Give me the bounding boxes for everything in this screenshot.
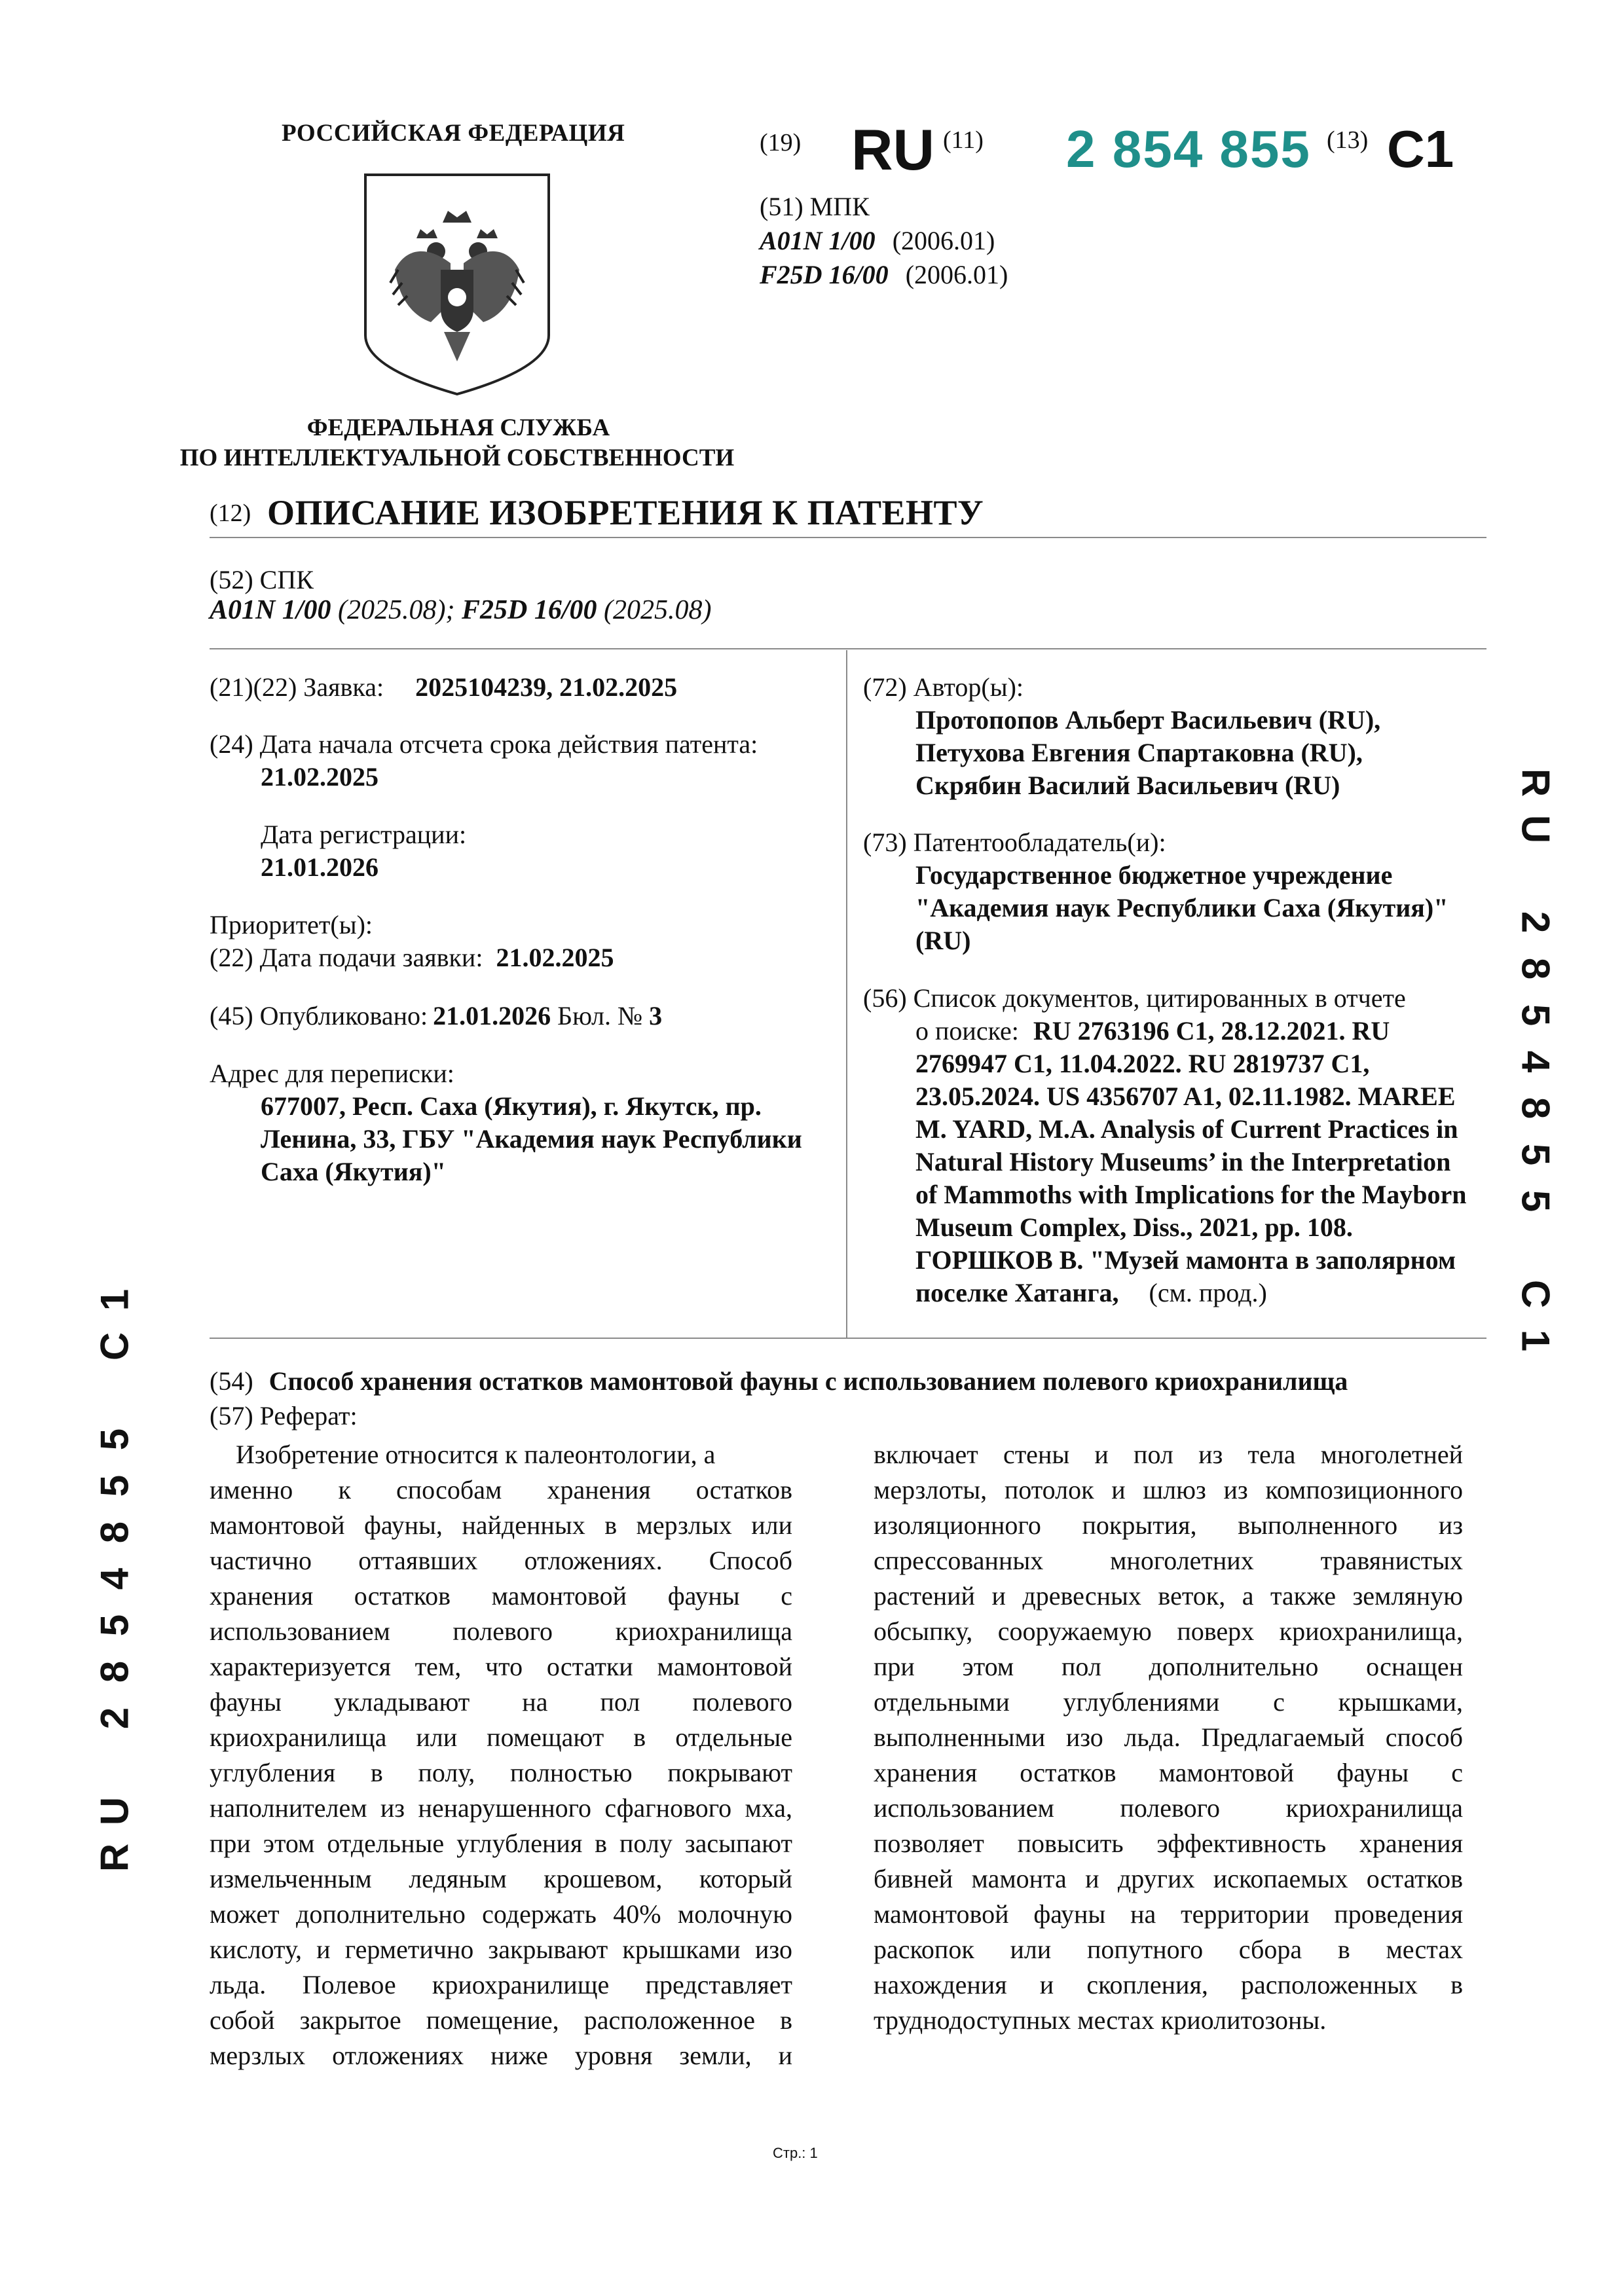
spk-code: F25D 16/00: [461, 595, 597, 625]
spk-version: (2025.08): [597, 595, 712, 625]
author: Скрябин Василий Васильевич (RU): [915, 771, 1340, 800]
cited-line: 2769947 C1, 11.04.2022. RU 2819737 C1,: [915, 1049, 1370, 1078]
divider: [210, 537, 1486, 538]
abstract-line: раскопок или попутного сбора в местах: [874, 1935, 1463, 1964]
author: Протопопов Альберт Васильевич (RU),: [915, 705, 1381, 735]
patent-number: 2 854 855: [1066, 120, 1311, 178]
abstract-line: выполненными изо льда. Предлагаемый способ: [874, 1722, 1463, 1752]
invention-name-row: [210, 1365, 1348, 1398]
abstract-line: именно к способам хранения остатков: [210, 1475, 792, 1504]
abstract-line: растений и древесных веток, а также земляную: [874, 1581, 1463, 1611]
owner-line: Государственное бюджетное учреждение: [915, 860, 1393, 890]
abstract-line: мамонтовой фауны на территории проведения: [874, 1899, 1463, 1929]
cited-text: поселке Хатанга,: [915, 1278, 1119, 1307]
agency-name: ПО ИНТЕЛЛЕКТУАЛЬНОЙ СОБСТВЕННОСТИ: [179, 445, 735, 471]
country-name: РОССИЙСКАЯ ФЕДЕРАЦИЯ: [282, 120, 625, 147]
address-line: 677007, Респ. Саха (Якутия), г. Якутск, пр.: [261, 1091, 762, 1121]
abstract-line: при этом отдельные углубления в полу засыпают: [210, 1829, 792, 1858]
document-title: ОПИСАНИЕ ИЗОБРЕТЕНИЯ К ПАТЕНТУ: [267, 493, 984, 532]
abstract-line: включает стены и пол из тела многолетней: [874, 1440, 1463, 1469]
abstract-line: бивней мамонта и других ископаемых остатков: [874, 1864, 1463, 1893]
abstract-line: Изобретение относится к палеонтологии, а: [210, 1440, 716, 1469]
spk-version: (2025.08);: [331, 595, 462, 625]
cited-line: [915, 1277, 1267, 1309]
cited-line: of Mammoths with Implications for the Mayborn: [915, 1180, 1467, 1209]
cited-line: [915, 1015, 1390, 1048]
abstract-line: использованием полевого криохранилища: [210, 1616, 792, 1646]
continued-note: (см. прод.): [1149, 1278, 1267, 1307]
priority-label: Приоритет(ы):: [210, 910, 373, 939]
registration-value: 21.01.2026: [261, 852, 378, 882]
owner-line: "Академия наук Республики Саха (Якутия)": [915, 893, 1449, 922]
spk-code: A01N 1/00: [210, 595, 331, 625]
abstract-line: труднодоступных местах криолитозоны.: [874, 2005, 1327, 2035]
mpk-code: F25D 16/00: [760, 260, 889, 289]
column-divider: [846, 650, 847, 1338]
abstract-line: собой закрытое помещение, расположенное в: [210, 2005, 792, 2035]
inid-code-11: (11): [943, 126, 984, 154]
published-value: 21.01.2026: [433, 1001, 551, 1030]
divider: [210, 1338, 1486, 1339]
mpk-version: (2006.01): [892, 226, 995, 255]
abstract-line: спрессованных многолетних травянистых: [874, 1546, 1463, 1575]
inid-code-54: (54): [210, 1366, 253, 1396]
filing-row: [210, 941, 614, 974]
cited-line: M. YARD, M.A. Analysis of Current Practices in: [915, 1114, 1458, 1144]
owner-label: (73) Патентообладатель(и):: [863, 828, 1166, 857]
abstract-line: кислоту, и герметично закрывают крышками изо: [210, 1935, 792, 1964]
published-row: [210, 1000, 662, 1032]
mpk-entry: [760, 225, 995, 256]
abstract-line: характеризуется тем, что остатки мамонтовой: [210, 1652, 792, 1681]
application-label: (21)(22) Заявка:: [210, 672, 384, 702]
mpk-entry: [760, 259, 1008, 290]
abstract-line: измельченным ледяным крошевом, который: [210, 1864, 792, 1893]
country-code: RU: [851, 117, 935, 182]
inid-code-13: (13): [1327, 126, 1369, 154]
abstract-line: льда. Полевое криохранилище представляет: [210, 1970, 792, 1999]
address-label: Адрес для переписки:: [210, 1059, 454, 1088]
term-start-label: (24) Дата начала отсчета срока действия патента:: [210, 729, 758, 759]
published-label: (45) Опубликовано:: [210, 1001, 428, 1030]
application-row: [210, 671, 677, 704]
abstract-line: наполнителем из ненарушенного сфагнового мха,: [210, 1793, 792, 1823]
cited-line: 23.05.2024. US 4356707 A1, 02.11.1982. MAREE: [915, 1082, 1456, 1111]
abstract-left-column: [210, 1437, 792, 2073]
inid-code-12: (12): [210, 500, 251, 527]
abstract-line: хранения остатков мамонтовой фауны с: [210, 1581, 792, 1611]
bulletin-label: Бюл. №: [551, 1001, 650, 1030]
abstract-line: нахождения и скопления, расположенных в: [874, 1970, 1463, 1999]
authors-label: (72) Автор(ы):: [863, 672, 1024, 702]
filing-value: 21.02.2025: [496, 943, 614, 972]
abstract-line: использованием полевого криохранилища: [874, 1793, 1463, 1823]
side-patent-code: 1 C 5 5 8 4 5 8 2 U R: [92, 1288, 137, 1872]
abstract-line: отдельными углублениями с крышками,: [874, 1687, 1463, 1717]
mpk-version: (2006.01): [905, 260, 1008, 289]
divider: [210, 648, 1486, 649]
agency-name: ФЕДЕРАЛЬНАЯ СЛУЖБА: [306, 414, 610, 441]
cited-prefix: о поиске:: [915, 1016, 1019, 1046]
spk-codes: [210, 594, 711, 626]
abstract-line: углубления в полу, полностью покрывают: [210, 1758, 792, 1787]
address-line: Ленина, 33, ГБУ "Академия наук Республики: [261, 1124, 802, 1154]
abstract-line: мамонтовой фауны, найденных в мерзлых или: [210, 1510, 792, 1540]
cited-line: Museum Complex, Diss., 2021, pp. 108.: [915, 1212, 1353, 1242]
abstract-line: при этом пол дополнительно оснащен: [874, 1652, 1463, 1681]
cited-text: RU 2763196 C1, 28.12.2021. RU: [1033, 1016, 1390, 1046]
kind-code: C1: [1387, 120, 1454, 178]
abstract-line: фауны укладывают на пол полевого: [210, 1687, 792, 1717]
mpk-label: (51) МПК: [760, 192, 870, 221]
cited-label: (56) Список документов, цитированных в отчете: [863, 983, 1406, 1013]
inid-code-19: (19): [760, 129, 802, 156]
mpk-code: A01N 1/00: [760, 226, 876, 255]
cited-line: Natural History Museums’ in the Interpretation: [915, 1147, 1451, 1176]
term-start-value: 21.02.2025: [261, 762, 378, 792]
abstract-right-column: [874, 1437, 1463, 2038]
abstract-label: (57) Реферат:: [210, 1401, 358, 1430]
abstract-line: частично оттаявших отложениях. Способ: [210, 1546, 792, 1575]
author: Петухова Евгения Спартаковна (RU),: [915, 738, 1363, 767]
bulletin-value: 3: [649, 1001, 663, 1030]
abstract-line: криохранилища или помещают в отдельные: [210, 1722, 792, 1752]
abstract-line: мерзлоты, потолок и шлюз из композиционного: [874, 1475, 1463, 1504]
registration-label: Дата регистрации:: [261, 820, 467, 849]
address-line: Саха (Якутия)": [261, 1157, 446, 1186]
coat-of-arms-icon: [359, 172, 555, 397]
page-number: Стр.: 1: [773, 2145, 818, 2161]
abstract-line: обсыпку, сооружаемую поверх криохранилища,: [874, 1616, 1463, 1646]
abstract-line: изоляционного покрытия, выполненного из: [874, 1510, 1463, 1540]
filing-label: (22) Дата подачи заявки:: [210, 943, 483, 972]
abstract-line: хранения остатков мамонтовой фауны с: [874, 1758, 1463, 1787]
cited-line: ГОРШКОВ В. "Музей мамонта в заполярном: [915, 1245, 1456, 1275]
side-patent-code: R U 2 8 5 4 8 5 5 C 1: [1513, 768, 1558, 1352]
invention-name: Способ хранения остатков мамонтовой фауны с использованием полевого криохранилища: [268, 1366, 1348, 1396]
abstract-line: мерзлых отложениях ниже уровня земли, и: [210, 2041, 792, 2070]
abstract-line: позволяет повысить эффективность хранения: [874, 1829, 1463, 1858]
owner-line: (RU): [915, 926, 971, 955]
abstract-line: может дополнительно содержать 40% молочную: [210, 1899, 792, 1929]
application-value: 2025104239, 21.02.2025: [415, 672, 678, 702]
spk-label: (52) СПК: [210, 565, 314, 594]
